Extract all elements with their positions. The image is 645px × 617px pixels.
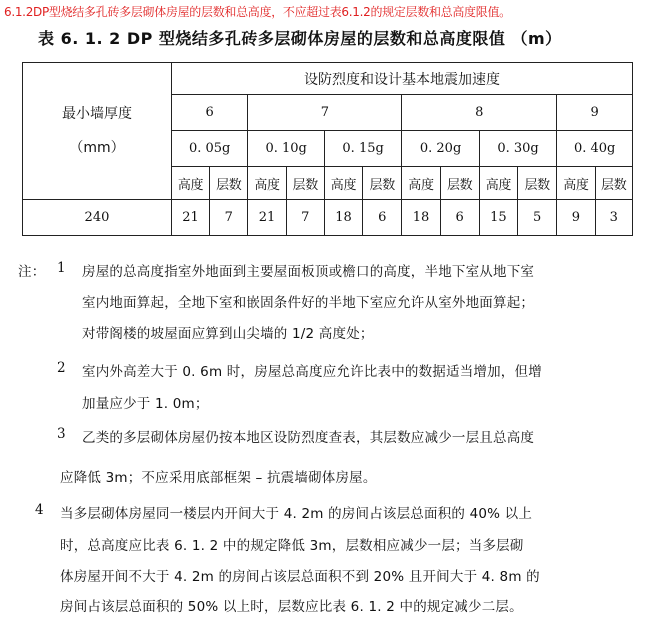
row-header-cell xyxy=(23,63,172,200)
acceleration-cell: 0. 15g xyxy=(324,131,401,167)
acceleration-cell: 0. 40g xyxy=(557,131,633,167)
subheader-cell: 层数 xyxy=(440,167,479,200)
value-cell: 3 xyxy=(595,200,632,236)
intensity-cell: 9 xyxy=(557,95,633,131)
note-1-line-1: 房屋的总高度指室外地面到主要屋面板顶或檐口的高度，半地下室从地下室 xyxy=(82,264,535,280)
intensity-cell: 6 xyxy=(171,95,247,131)
value-cell: 7 xyxy=(286,200,324,236)
value-cell: 21 xyxy=(171,200,209,236)
limits-table xyxy=(22,62,633,236)
subheader-cell: 高度 xyxy=(402,167,440,200)
note-1-line-3: 对带阁楼的坡屋面应算到山尖墙的 1/2 高度处； xyxy=(82,326,374,342)
value-cell: 15 xyxy=(479,200,517,236)
note-3-line-1: 乙类的多层砌体房屋仍按本地区设防烈度查表，其层数应减少一层且总高度 xyxy=(82,430,535,446)
subheader-cell: 高度 xyxy=(557,167,595,200)
note-4-line-1: 当多层砌体房屋同一楼层内开间大于 4. 2m 的房间占该层总面积的 40% 以上 xyxy=(60,506,533,522)
row-header-line1: 最小墙厚度 xyxy=(61,106,132,122)
note-4-line-4: 房间占该层总面积的 50% 以上时，层数应比表 6. 1. 2 中的规定减少二层。 xyxy=(60,599,523,615)
note-3-line-2: 应降低 3m；不应采用底部框架 – 抗震墙砌体房屋。 xyxy=(60,470,377,486)
subheader-cell: 层数 xyxy=(595,167,632,200)
note-number: 1 xyxy=(57,260,66,276)
acceleration-cell: 0. 30g xyxy=(479,131,556,167)
subheader-cell: 层数 xyxy=(518,167,557,200)
note-number: 2 xyxy=(57,360,66,376)
note-4-line-3: 体房屋开间不大于 4. 2m 的房间占该层总面积不到 20% 且开间大于 4. 8m 的 xyxy=(60,569,540,585)
row-header-line2: （mm） xyxy=(69,140,125,156)
notes-prefix: 注： xyxy=(18,264,46,280)
subheader-cell: 高度 xyxy=(324,167,362,200)
value-cell: 18 xyxy=(324,200,362,236)
value-cell: 9 xyxy=(557,200,595,236)
intensity-cell: 7 xyxy=(248,95,402,131)
subheader-cell: 层数 xyxy=(363,167,402,200)
value-cell: 6 xyxy=(440,200,479,236)
acceleration-cell: 0. 05g xyxy=(171,131,247,167)
note-1-line-2: 室内地面算起，全地下室和嵌固条件好的半地下室应允许从室外地面算起； xyxy=(82,295,535,311)
subheader-cell: 高度 xyxy=(248,167,286,200)
value-cell: 7 xyxy=(210,200,248,236)
value-cell: 5 xyxy=(518,200,557,236)
note-number: 4 xyxy=(35,502,44,518)
acceleration-cell: 0. 10g xyxy=(248,131,324,167)
note-4-line-2: 时，总高度应比表 6. 1. 2 中的规定降低 3m，层数相应减少一层；当多层砌 xyxy=(60,538,524,554)
value-cell: 18 xyxy=(402,200,440,236)
subheader-cell: 层数 xyxy=(210,167,248,200)
table-title: 表 6. 1. 2 DP 型烧结多孔砖多层砌体房屋的层数和总高度限值 （m） xyxy=(38,29,562,48)
value-cell: 6 xyxy=(363,200,402,236)
note-number: 3 xyxy=(57,426,66,442)
subheader-cell: 层数 xyxy=(286,167,324,200)
note-2-line-2: 加量应少于 1. 0m； xyxy=(82,396,209,412)
subheader-cell: 高度 xyxy=(171,167,209,200)
header-note: 6.1.2DP型烧结多孔砖多层砌体房屋的层数和总高度，不应超过表6.1.2的规定层数和总高度限值。 xyxy=(4,5,511,19)
acceleration-cell: 0. 20g xyxy=(402,131,479,167)
table-row xyxy=(23,200,633,236)
subheader-cell: 高度 xyxy=(479,167,517,200)
group-header-row xyxy=(23,63,633,95)
intensity-cell: 8 xyxy=(402,95,557,131)
group-header: 设防烈度和设计基本地震加速度 xyxy=(171,63,632,95)
value-cell: 21 xyxy=(248,200,286,236)
thickness-cell: 240 xyxy=(23,200,172,236)
note-2-line-1: 室内外高差大于 0. 6m 时，房屋总高度应允许比表中的数据适当增加，但增 xyxy=(82,364,542,380)
